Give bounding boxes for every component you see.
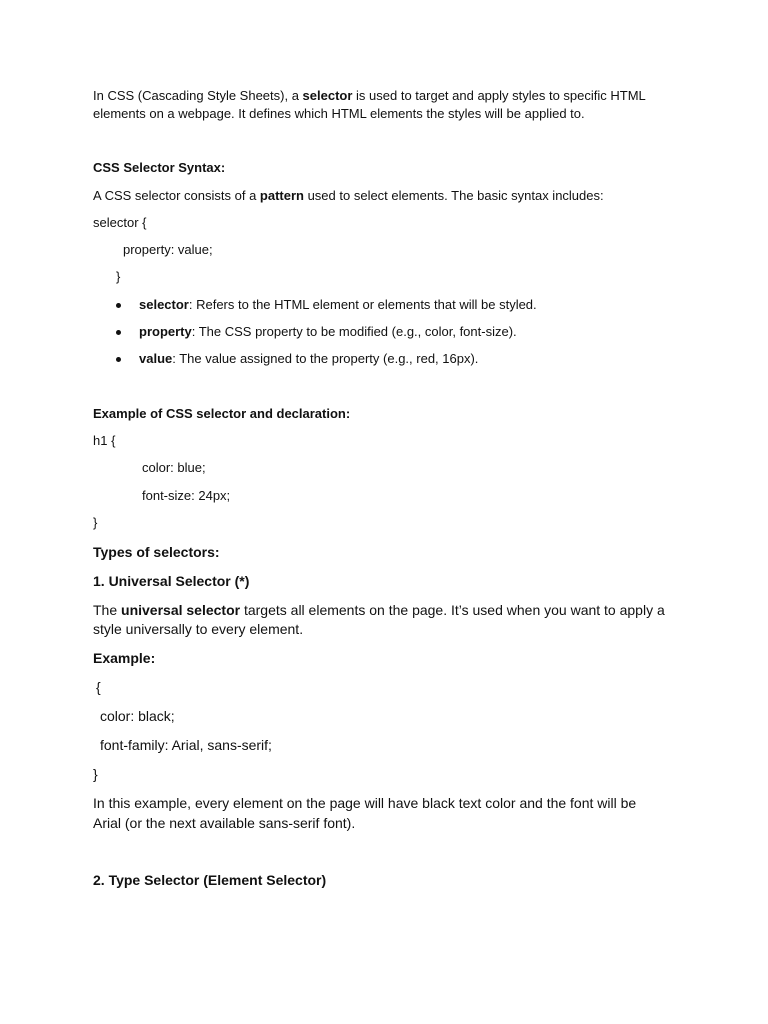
list-item-term: value [139,351,173,366]
bullet-dot [116,303,121,308]
example-heading: Example of CSS selector and declaration: [93,406,351,421]
example-code-open: h1 { [93,433,116,448]
intro-line-2: elements on a webpage. It defines which HTML elements the styles will be applied to. [93,106,585,121]
universal-text: The [93,602,122,618]
syntax-code-open: selector { [93,215,147,230]
list-item-text: : The CSS property to be modified (e.g., color, font-size). [191,324,517,339]
list-item-value [139,350,478,368]
list-item-term: property [139,324,192,339]
list-item-selector [139,296,537,314]
universal-text-cont: targets all elements on the page. It’s used when you want to apply a [240,602,665,618]
universal-example-heading: Example: [93,650,156,666]
intro-line-1 [93,87,646,105]
example-code-line-2: font-size: 24px; [142,488,231,503]
syntax-desc-text: A CSS selector consists of a [93,188,260,203]
universal-code-open: { [96,679,101,695]
universal-description-line-1 [93,600,665,620]
list-item-text: : Refers to the HTML element or elements that will be styled. [188,297,537,312]
universal-explanation-line-1: In this example, every element on the page will have black text color and the font will be [93,795,637,811]
list-item-property [139,323,517,341]
example-code-line-1: color: blue; [142,460,206,475]
syntax-code-close: } [116,269,121,284]
syntax-description [93,187,604,205]
list-item-text: : The value assigned to the property (e.g., red, 16px). [172,351,479,366]
universal-code-close: } [93,766,98,782]
types-heading: Types of selectors: [93,544,220,560]
universal-selector-heading: 1. Universal Selector (*) [93,573,250,589]
universal-bold-term: universal selector [121,602,241,618]
syntax-desc-text-cont: used to select elements. The basic syntax includes: [303,188,604,203]
universal-description-line-2: style universally to every element. [93,621,304,637]
syntax-desc-bold: pattern [259,188,304,203]
type-selector-heading: 2. Type Selector (Element Selector) [93,872,327,888]
universal-code-line-1: color: black; [100,708,175,724]
intro-text-cont: is used to target and apply styles to specific HTML [352,88,646,103]
intro-text: In CSS (Cascading Style Sheets), a [93,88,303,103]
bullet-dot [116,330,121,335]
bullet-dot [116,357,121,362]
syntax-code-property: property: value; [123,242,213,257]
universal-code-line-2: font-family: Arial, sans-serif; [100,737,272,753]
example-code-close: } [93,515,98,530]
intro-bold-term: selector [302,88,353,103]
universal-explanation-line-2: Arial (or the next available sans-serif font). [93,815,356,831]
syntax-heading: CSS Selector Syntax: [93,160,226,175]
list-item-term: selector [139,297,189,312]
